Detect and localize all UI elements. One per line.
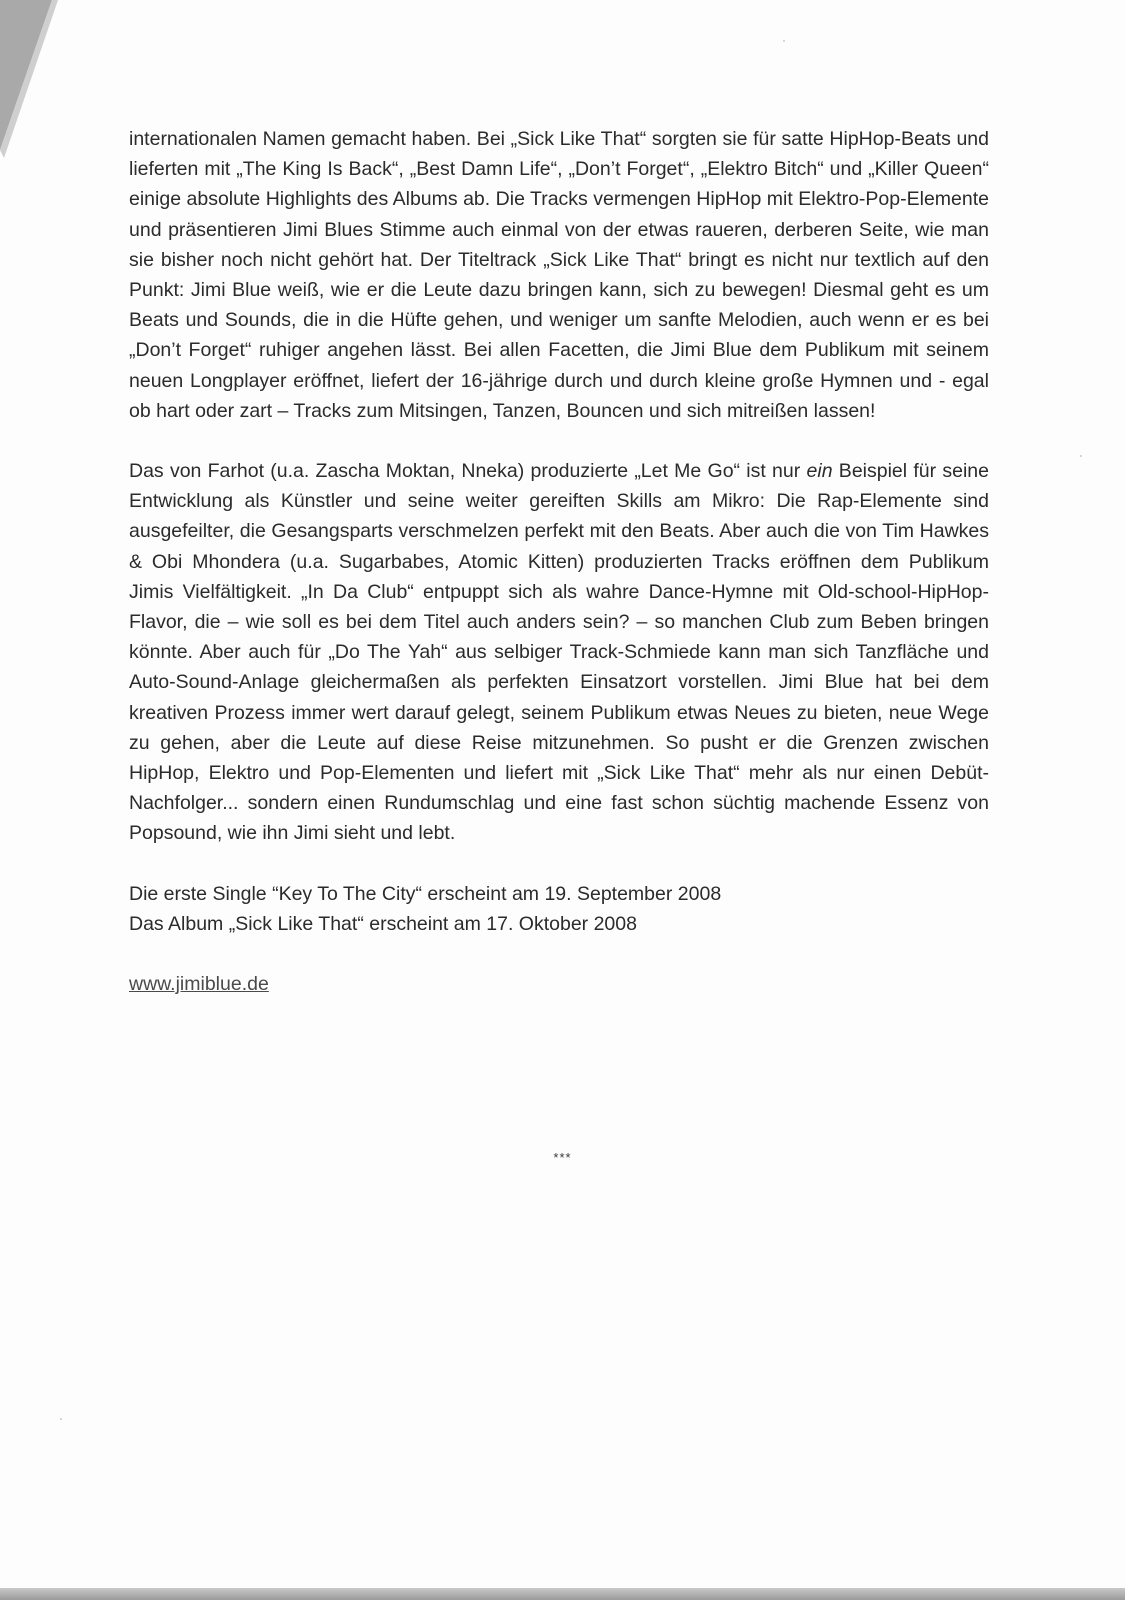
- scan-shadow-corner: [0, 0, 60, 160]
- document-body: [129, 124, 989, 999]
- release-dates: [129, 879, 989, 939]
- single-release-line: Die erste Single “Key To The City“ erscheint am 19. September 2008: [129, 882, 722, 905]
- paragraph-producers-emphasis: ein: [806, 460, 833, 483]
- paragraph-producers-text-start: Das von Farhot (u.a. Zascha Moktan, Nneka) produzierte „Let Me Go“ ist nur: [129, 460, 807, 483]
- scan-shadow-bottom: [0, 1588, 1125, 1600]
- section-separator: ***: [553, 1150, 572, 1165]
- scan-speck: [60, 1418, 62, 1420]
- album-release-line: Das Album „Sick Like That“ erscheint am 17. Oktober 2008: [129, 912, 637, 935]
- paragraph-album-tracks: internationalen Namen gemacht haben. Bei „Sick Like That“ sorgten sie für satte HipHop-Beats und lieferten mit „The King Is Back“, „Best Damn Life“, „Don’t Forget“, „Elektro Bitch“ und „Killer Queen“ einige absolute Highlights des Albums ab. Die Tracks vermengen HipHop mit Elektro-Pop-Elemente und präsentieren Jimi Blues Stimme auch einmal von der etwas raueren, derberen Seite, wie man sie bisher noch nicht gehört hat. Der Titeltrack „Sick Like That“ bringt es nicht nur textlich auf den Punkt: Jimi Blue weiß, wie er die Leute dazu bringen kann, sich zu bewegen! Diesmal geht es um Beats und Sounds, die in die Hüfte gehen, und weniger um sanfte Melodien, auch wenn er es bei „Don’t Forget“ ruhiger angehen lässt. Bei allen Facetten, die Jimi Blue dem Publikum mit seinem neuen Longplayer eröffnet, liefert der 16-jährige durch und durch kleine große Hymnen und - egal ob hart oder zart – Tracks zum Mitsingen, Tanzen, Bouncen und sich mitreißen lassen!: [129, 128, 989, 422]
- paragraph-producers-text-end: Beispiel für seine Entwicklung als Künstler und seine weiter gereiften Skills am Mikro: Die Rap-Elemente sind ausgefeilter, die Gesangsparts verschmelzen perfekt mit den Beats. Aber auch die von Tim Hawkes & Obi Mhondera (u.a. Sugarbabes, Atomic Kitten) produzierten Tracks eröffnen dem Publikum Jimis Vielfältigkeit. „In Da Club“ entpuppt sich als wahre Dance-Hymne mit Old-school-HipHop-Flavor, die – wie soll es bei dem Titel auch anders sein? – so manchen Club zum Beben bringen könnte. Aber auch für „Do The Yah“ aus selbiger Track-Schmiede kann man sich Tanzfläche und Auto-Sound-Anlage gleichermaßen als perfekten Einsatzort vorstellen. Jimi Blue hat bei dem kreativen Prozess immer wert darauf gelegt, seinem Publikum etwas Neues zu bieten, neue Wege zu gehen, aber die Leute auf diese Reise mitzunehmen. So pusht er die Grenzen zwischen HipHop, Elektro und Pop-Elementen und liefert mit „Sick Like That“ mehr als nur einen Debüt-Nachfolger... sondern einen Rundumschlag und eine fast schon süchtig machende Essenz von Popsound, wie ihn Jimi sieht und lebt.: [129, 460, 989, 845]
- website-link[interactable]: www.jimiblue.de: [129, 973, 269, 996]
- scan-speck: [783, 40, 785, 42]
- scan-speck: [1080, 455, 1082, 457]
- paragraph-producers: [129, 456, 989, 849]
